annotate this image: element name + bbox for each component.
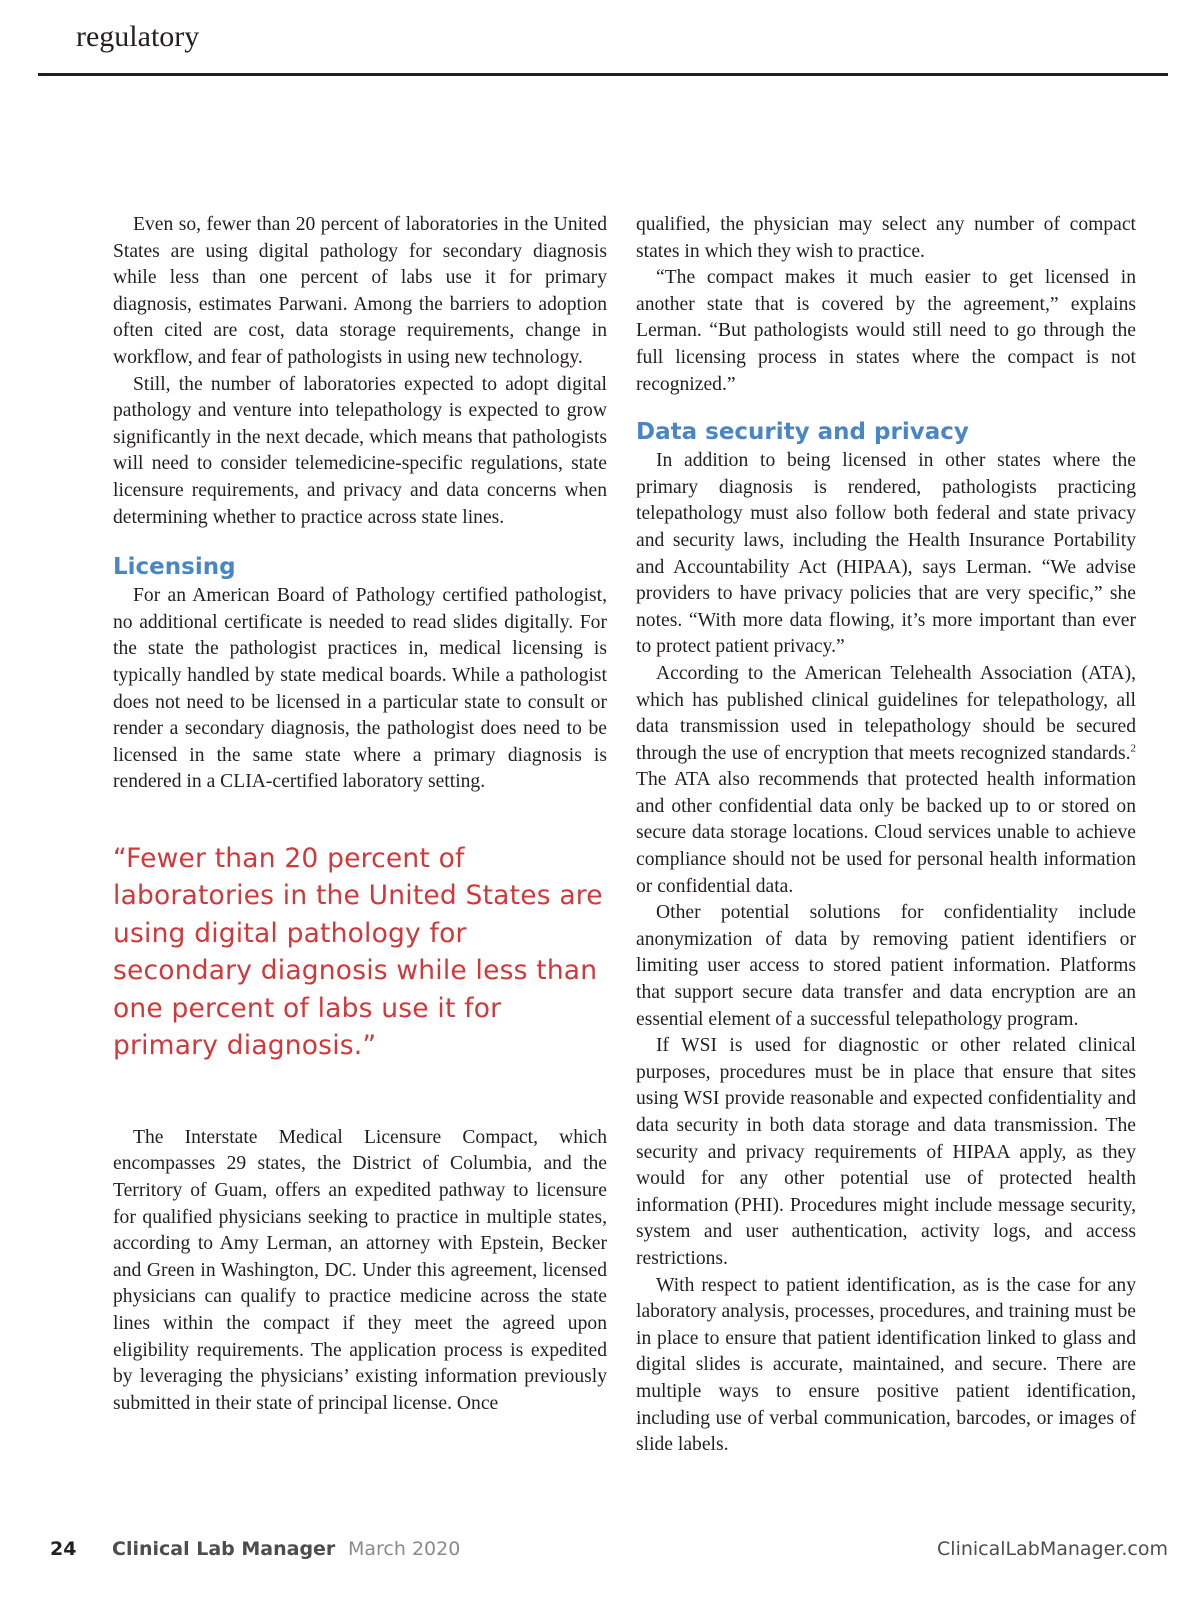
website-url: ClinicalLabManager.com <box>937 1538 1168 1560</box>
body-paragraph: Still, the number of laboratories expected to adopt digital pathology and venture into telepathology is expected to grow significantly in the next decade, which means that pathologists will need to consider telemedicine-specific regulations, state licensure requirements, and privacy and data concerns when determining whether to practice across state lines. <box>113 373 607 528</box>
page-footer <box>50 1538 1168 1568</box>
page-number: 24 <box>50 1538 77 1560</box>
header-divider <box>38 73 1168 76</box>
body-paragraph: Even so, fewer than 20 percent of laboratories in the United States are using digital pathology for secondary diagnosis while less than one percent of labs use it for primary diagnosis, estimates Parwani. Among the barriers to adoption often cited are cost, data storage requirements, change in workflow, and fear of pathologists in using new technology. <box>113 214 607 368</box>
body-paragraph: “The compact makes it much easier to get licensed in another state that is covered by the agreement,” explains Lerman. “But pathologists would still need to go through the full licensing process in states where the compact is not recognized.” <box>636 267 1136 395</box>
right-column <box>636 212 1136 1459</box>
magazine-name: Clinical Lab Manager <box>112 1538 336 1560</box>
pull-quote: “Fewer than 20 percent of laboratories in the United States are using digital pathology for secondary diagnosis while less than one percent of labs use it for primary diagnosis.” <box>113 842 603 1062</box>
section-label: regulatory <box>76 20 200 53</box>
body-paragraph: If WSI is used for diagnostic or other related clinical purposes, procedures must be in place that ensure that sites using WSI provide reasonable and expected confidentiality and data security in both data storage and data transmission. The security and privacy requirements of HIPAA apply, as they would for any other potential use of protected health information (PHI). Procedures might include message security, system and user authentication, activity logs, and access restrictions. <box>636 1035 1136 1269</box>
licensing-heading: Licensing <box>113 554 236 581</box>
body-paragraph <box>636 661 1136 900</box>
body-paragraph: qualified, the physician may select any number of compact states in which they wish to practice. <box>636 214 1136 262</box>
issue-date: March 2020 <box>348 1538 461 1560</box>
paragraph-text: According to the American Telehealth Association (ATA), which has published clinical guidelines for telepathology, all data transmission used in telepathology should be secured through the use of encryption that meets recognized standards. <box>636 662 1136 764</box>
body-paragraph: The Interstate Medical Licensure Compact, which encompasses 29 states, the District of Columbia, and the Territory of Guam, offers an expedited pathway to licensure for qualified physicians seeking to practice in multiple states, according to Amy Lerman, an attorney with Epstein, Becker and Green in Washington, DC. Under this agreement, licensed physicians can qualify to practice medicine across the state lines within the compact if they meet the agreed upon eligibility requirements. The application process is expedited by leveraging the physicians’ existing information previously submitted in their state of principal license. Once <box>113 1126 607 1414</box>
body-paragraph: Other potential solutions for confidentiality include anonymization of data by removing patient identifiers or limiting user access to stored patient information. Platforms that support secure data transfer and data encryption are an essential element of a successful telepathology program. <box>636 902 1136 1030</box>
reference-superscript: 2 <box>1130 742 1136 755</box>
left-column <box>113 212 607 1417</box>
body-paragraph: In addition to being licensed in other states where the primary diagnosis is rendered, pathologists practicing telepathology must also follow both federal and state privacy and security laws, including the Health Insurance Portability and Accountability Act (HIPAA), says Lerman. “We advise providers to have privacy policies that are very specific,” she notes. “With more data flowing, it’s more important than ever to protect patient privacy.” <box>636 450 1136 658</box>
body-paragraph: With respect to patient identification, as is the case for any laboratory analysis, processes, procedures, and training must be in place to ensure that patient identification linked to glass and digital slides is accurate, maintained, and secure. There are multiple ways to ensure positive patient identification, including use of verbal communication, barcodes, or images of slide labels. <box>636 1274 1136 1456</box>
data-security-heading: Data security and privacy <box>636 419 969 446</box>
paragraph-text: The ATA also recommends that protected health information and other confidential data only be backed up to or stored on secure data storage locations. Cloud services unable to achieve compliance should not be used for personal health information or confidential data. <box>636 769 1136 897</box>
body-paragraph: For an American Board of Pathology certified pathologist, no additional certificate is needed to read slides digitally. For the state the pathologist practices in, medical licensing is typically handled by state medical boards. While a pathologist does not need to be licensed in a particular state to consult or render a secondary diagnosis, the pathologist does need to be licensed in the same state where a primary diagnosis is rendered in a CLIA-certified laboratory setting. <box>113 585 607 793</box>
